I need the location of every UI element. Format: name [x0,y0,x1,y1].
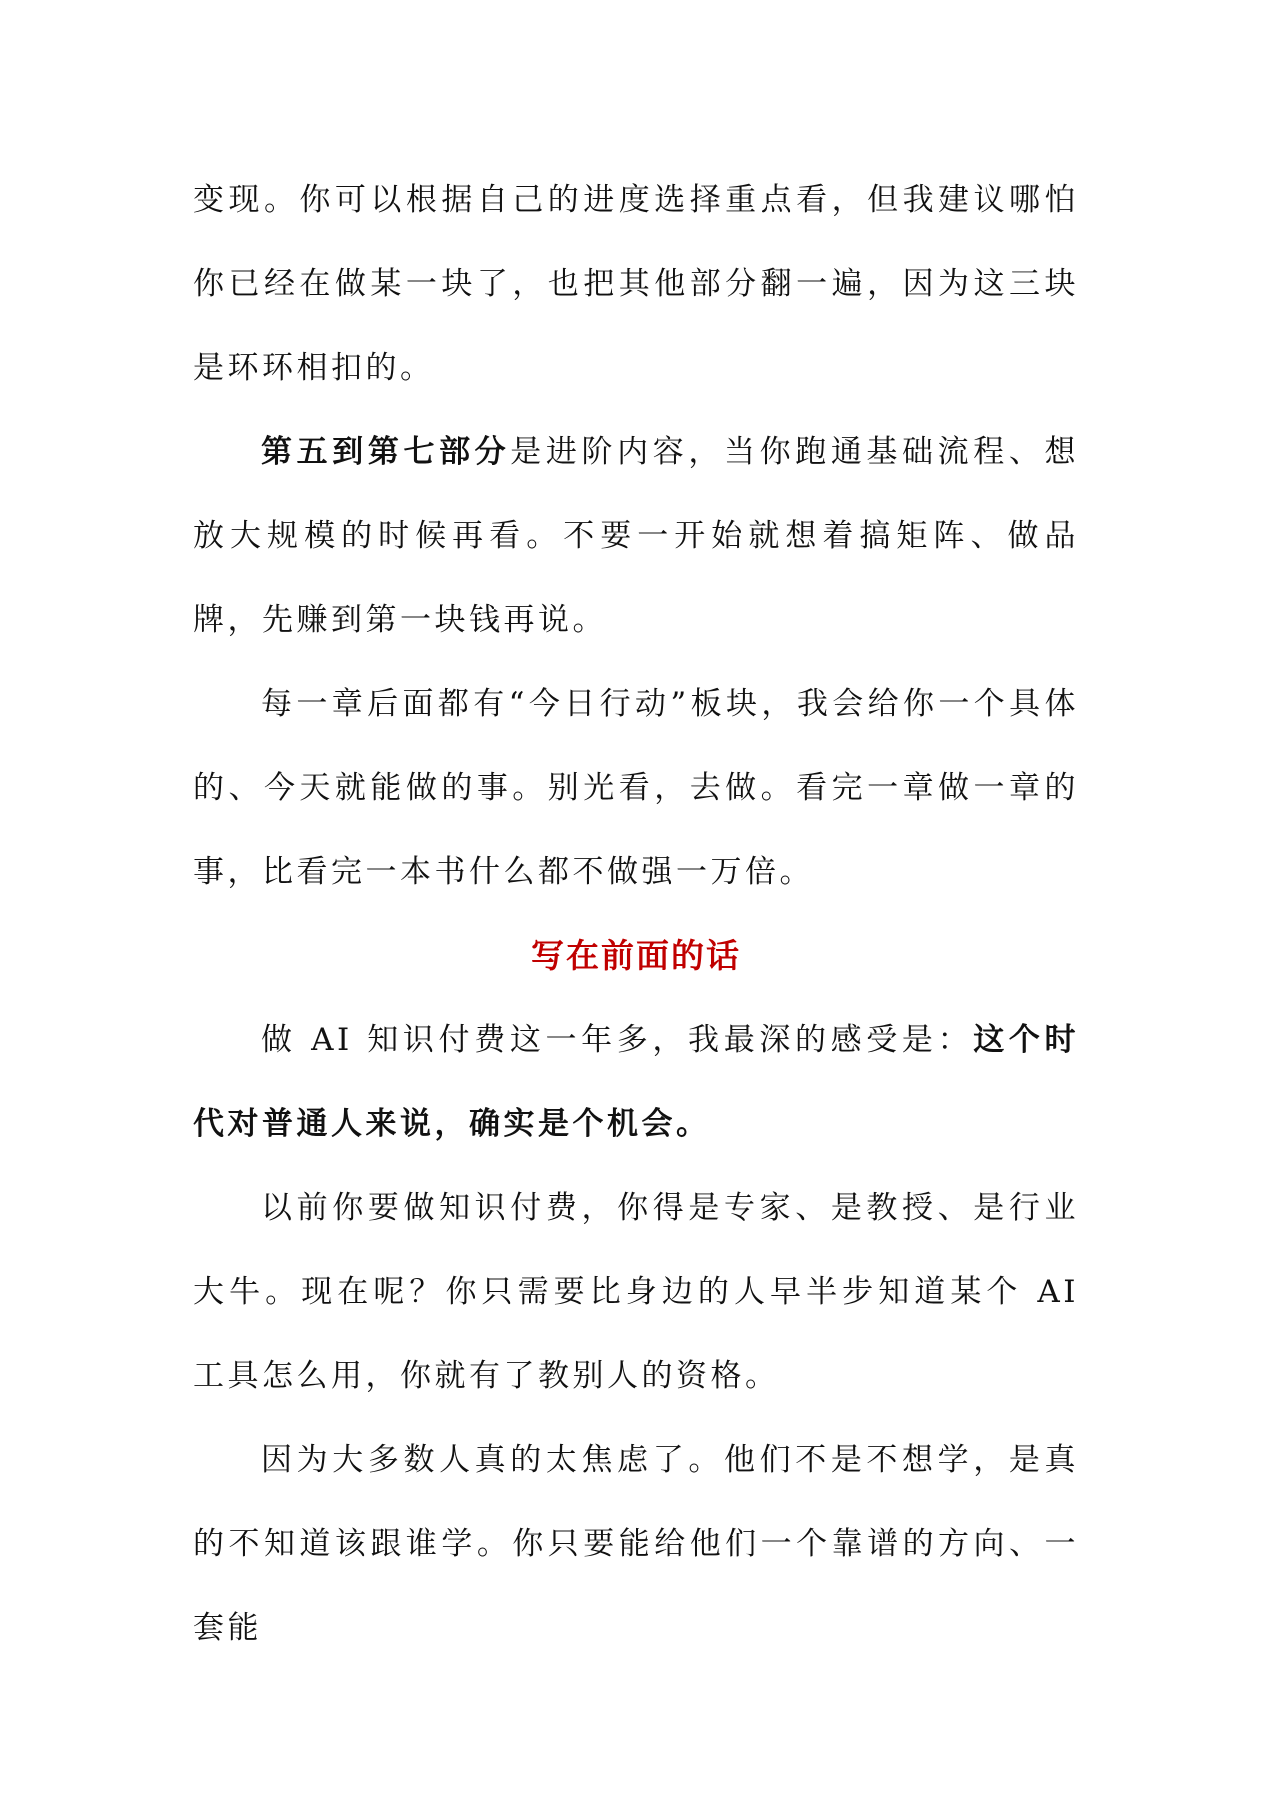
paragraph-6-text: 因为大多数人真的太焦虑了。他们不是不想学，是真的不知道该跟谁学。你只要能给他们一个靠谱的方向、一套能 [193,1442,1079,1646]
paragraph-3-text: 每一章后面都有“今日行动”板块，我会给你一个具体的、今天就能做的事。别光看，去做。看完一章做一章的事，比看完一本书什么都不做强一万倍。 [193,686,1079,890]
paragraph-4-bold-text: 这个时代对普通人来说，确实是个机会。 [193,1022,1080,1142]
paragraph-4 [193,998,1079,1166]
paragraph-2-text: 是进阶内容，当你跑通基础流程、想放大规模的时候再看。不要一开始就想着搞矩阵、做品牌，先赚到第一块钱再说。 [193,434,1079,638]
paragraph-5-text: 以前你要做知识付费，你得是专家、是教授、是行业大牛。现在呢？你只需要比身边的人早半步知道某个 AI 工具怎么用，你就有了教别人的资格。 [193,1190,1079,1394]
paragraph-4-text: 做 AI 知识付费这一年多，我最深的感受是： [261,1022,974,1058]
paragraph-1-text: 变现。你可以根据自己的进度选择重点看，但我建议哪怕你已经在做某一块了，也把其他部分翻一遍，因为这三块是环环相扣的。 [193,182,1079,386]
paragraph-2 [193,410,1079,662]
paragraph-6 [193,1418,1079,1670]
paragraph-2-bold-text: 第五到第七部分 [261,434,511,470]
paragraph-5 [193,1166,1079,1418]
section-heading: 写在前面的话 [531,936,741,975]
document-page [193,158,1079,1670]
paragraph-3 [193,662,1079,914]
paragraph-1 [193,158,1079,410]
